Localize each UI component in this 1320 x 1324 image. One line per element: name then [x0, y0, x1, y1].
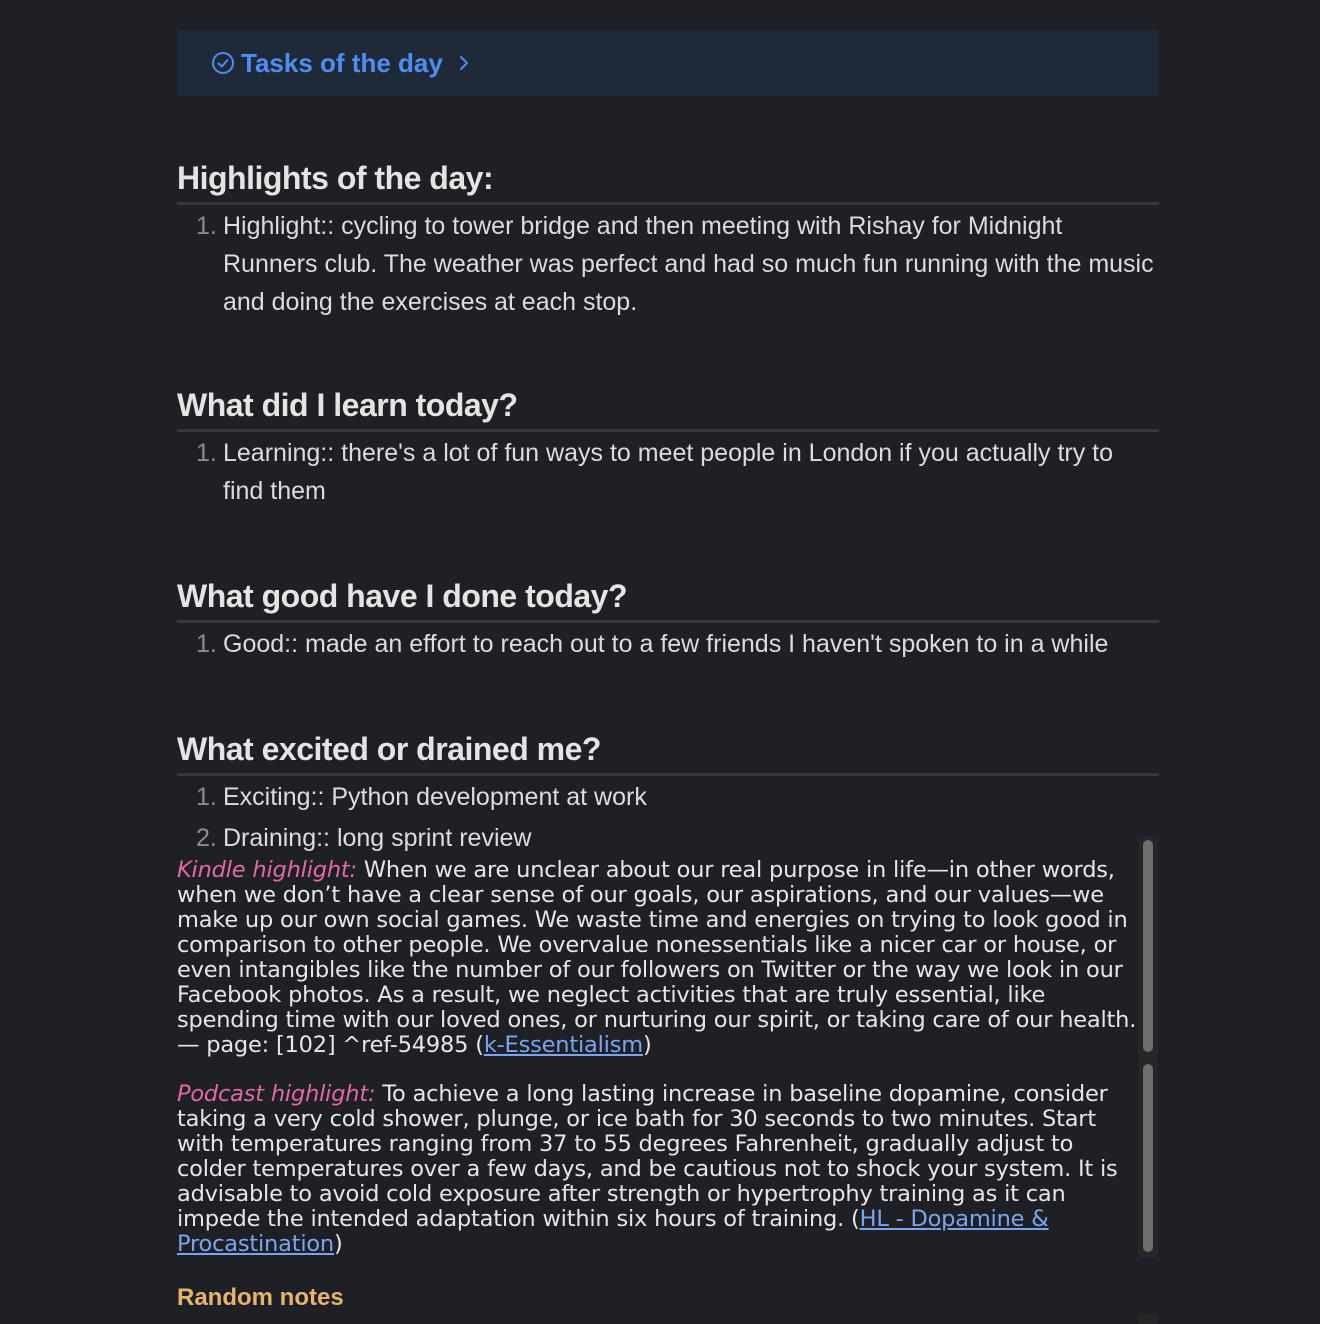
list-item	[177, 625, 1159, 663]
random-notes-scrollbar[interactable]	[1138, 1314, 1158, 1324]
list-number: 1.	[196, 439, 217, 467]
section-heading: What good have I done today?	[177, 576, 1159, 623]
numbered-list	[177, 625, 1159, 663]
tasks-callout-title: Tasks of the day	[241, 47, 443, 78]
section-good	[177, 576, 1159, 663]
chevron-right-icon[interactable]	[457, 54, 471, 72]
check-circle-icon	[211, 51, 235, 75]
tasks-callout[interactable]	[177, 30, 1159, 96]
list-item-text: Exciting:: Python development at work	[223, 783, 647, 811]
highlights-text	[177, 836, 1139, 1257]
scrollbar-thumb[interactable]	[1143, 1064, 1153, 1252]
list-number: 1.	[196, 630, 217, 658]
section-highlights	[177, 158, 1159, 321]
kindle-highlight-label: Kindle highlight:	[177, 857, 357, 883]
list-item-text: Draining:: long sprint review	[223, 824, 532, 852]
podcast-suffix: )	[334, 1231, 343, 1257]
section-heading: What excited or drained me?	[177, 729, 1159, 776]
podcast-source-link[interactable]: HL - Dopamine & Procastination	[177, 1206, 1049, 1257]
podcast-highlight-text: To achieve a long lasting increase in baseline dopamine, consider taking a very cold shower, plunge, or ice bath for 30 seconds to two minutes. Start with temperatures ranging from 37 to 55 degrees Fahrenheit, gradually adjust to colder temperatures over a few days, and be cautious not to shock your system. It is advisable to avoid cold exposure after strength or hypertrophy training as it can impede the intended adaptation within six hours of training. (	[177, 1081, 1118, 1232]
podcast-highlight	[177, 1082, 1139, 1257]
section-heading: What did I learn today?	[177, 385, 1159, 432]
list-number: 2.	[196, 824, 217, 852]
list-item-text: Learning:: there's a lot of fun ways to meet people in London if you actually try to find them	[223, 439, 1114, 505]
scrollbar-thumb[interactable]	[1143, 840, 1153, 1052]
section-learning	[177, 385, 1159, 510]
embedded-highlights[interactable]	[177, 836, 1159, 1258]
podcast-highlight-label: Podcast highlight:	[177, 1081, 376, 1107]
list-item	[177, 434, 1159, 510]
list-item-text: Highlight:: cycling to tower bridge and then meeting with Rishay for Midnight Runners club. The weather was perfect and had so much fun running with the music and doing the exercises at each stop.	[223, 212, 1154, 316]
kindle-suffix: )	[642, 1032, 652, 1058]
list-number: 1.	[196, 783, 217, 811]
numbered-list	[177, 434, 1159, 510]
list-item-text: Good:: made an effort to reach out to a few friends I haven't spoken to in a while	[223, 630, 1109, 658]
kindle-source-link[interactable]: k-Essentialism	[483, 1032, 643, 1058]
note-content	[177, 30, 1159, 857]
numbered-list	[177, 207, 1159, 321]
list-number: 1.	[196, 212, 217, 240]
highlights-scrollbar[interactable]	[1138, 836, 1158, 1258]
list-item	[177, 207, 1159, 321]
list-item	[177, 778, 1159, 816]
kindle-highlight-text: When we are unclear about our real purpose in life—in other words, when we don’t have a clear sense of our goals, our aspirations, and our values—we make up our own social games. We waste time and energies on trying to look good in comparison to other people. We overvalue nonessentials like a nicer car or house, or even intangibles like the number of our followers on Twitter or the way we look in our Facebook photos. As a result, we neglect activities that are truly essential, like spending time with our loved ones, or nurturing our spirit, or taking care of our health. — page: [102] ^ref-54985 (	[177, 857, 1137, 1058]
section-heading: Highlights of the day:	[177, 158, 1159, 205]
kindle-highlight	[177, 836, 1139, 1058]
random-notes-heading: Random notes	[177, 1284, 344, 1311]
